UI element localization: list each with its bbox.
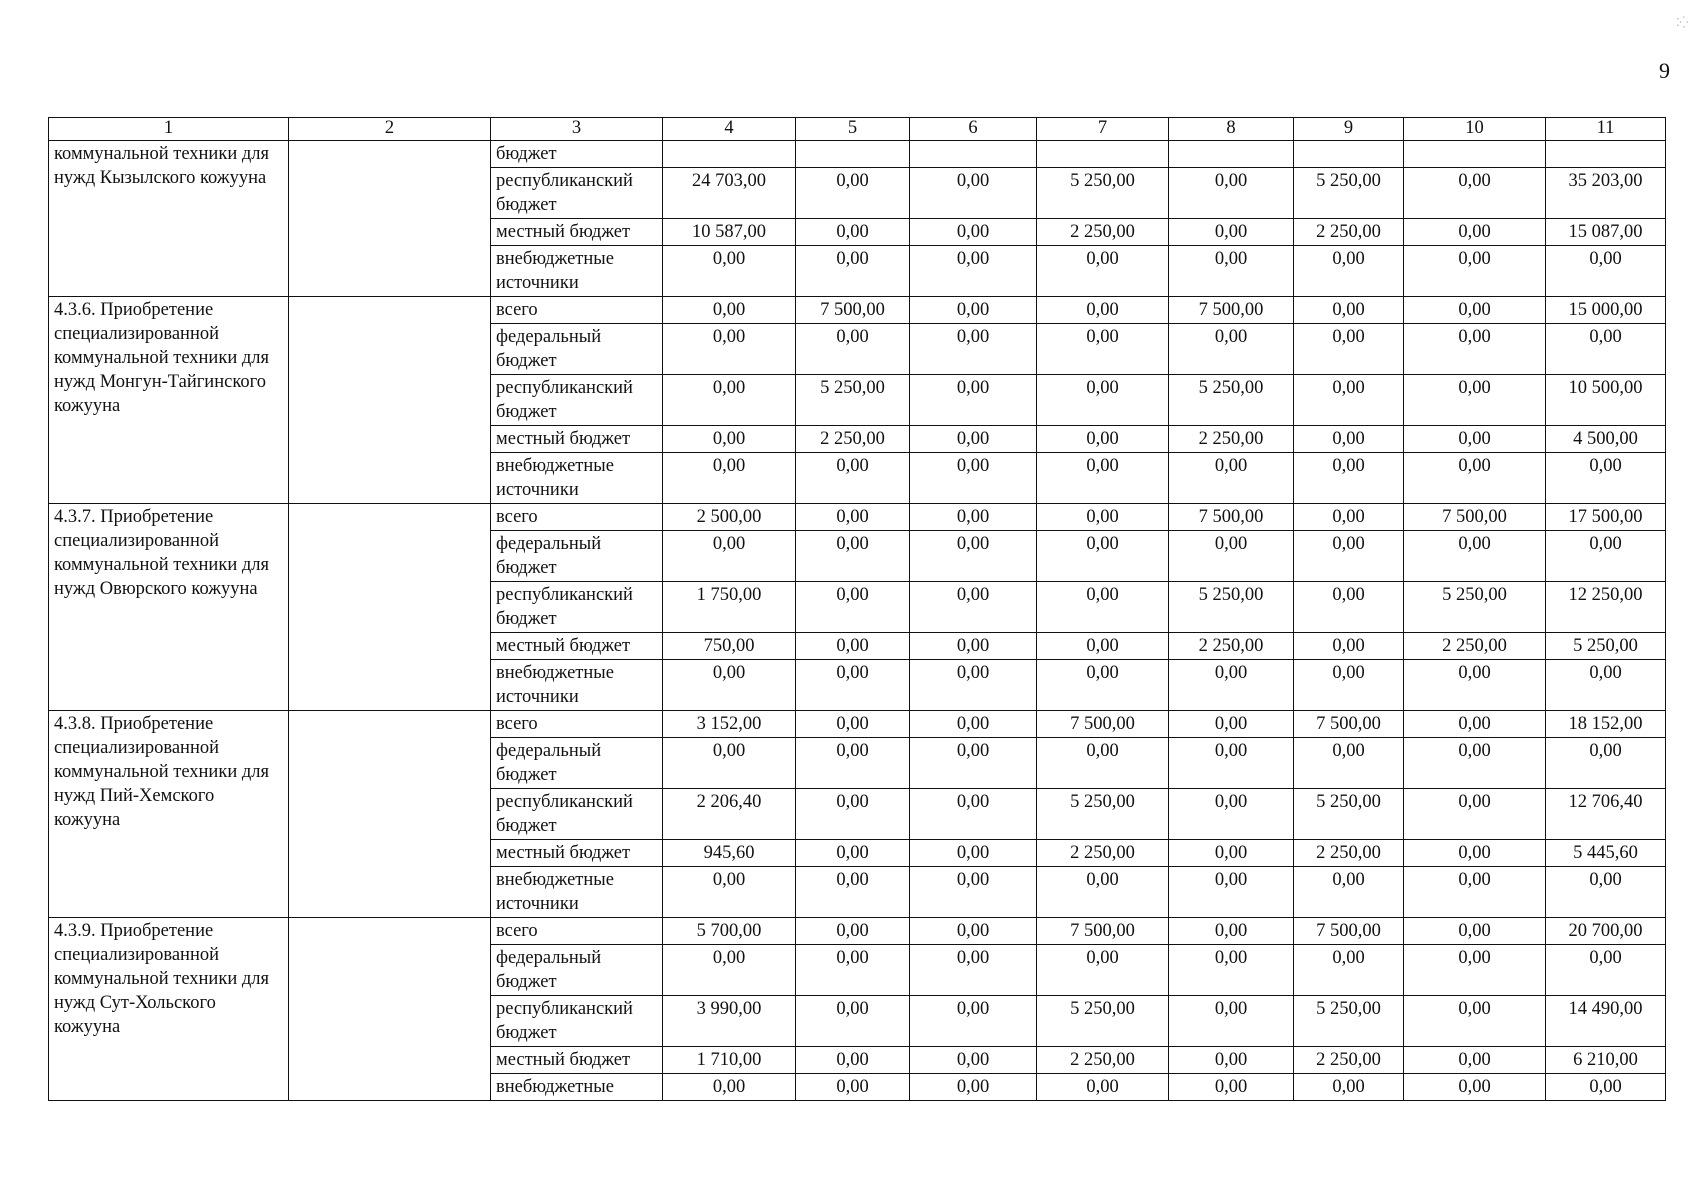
- column-number: 2: [289, 118, 491, 141]
- amount-cell: 0,00: [1037, 375, 1169, 426]
- amount-cell: 2 500,00: [663, 504, 796, 531]
- funding-source: внебюджетные источники: [491, 867, 663, 918]
- amount-cell: 0,00: [796, 789, 910, 840]
- funding-source: республиканский бюджет: [491, 789, 663, 840]
- amount-cell: 0,00: [910, 219, 1037, 246]
- amount-cell: 750,00: [663, 633, 796, 660]
- amount-cell: 0,00: [796, 246, 910, 297]
- amount-cell: 0,00: [1037, 660, 1169, 711]
- amount-cell: 0,00: [910, 426, 1037, 453]
- amount-cell: 0,00: [1037, 945, 1169, 996]
- amount-cell: 0,00: [910, 582, 1037, 633]
- amount-cell: 0,00: [796, 582, 910, 633]
- amount-cell: 0,00: [1169, 219, 1294, 246]
- amount-cell: 0,00: [796, 918, 910, 945]
- amount-cell: 7 500,00: [1037, 918, 1169, 945]
- amount-cell: 0,00: [1169, 738, 1294, 789]
- amount-cell: 0,00: [1294, 504, 1404, 531]
- amount-cell: 0,00: [1169, 660, 1294, 711]
- amount-cell: 0,00: [910, 789, 1037, 840]
- executor-cell: [289, 711, 491, 918]
- amount-cell: 2 206,40: [663, 789, 796, 840]
- funding-source: республиканский бюджет: [491, 375, 663, 426]
- amount-cell: 0,00: [1294, 531, 1404, 582]
- amount-cell: 0,00: [1546, 324, 1666, 375]
- amount-cell: 0,00: [1546, 660, 1666, 711]
- funding-source: республиканский бюджет: [491, 168, 663, 219]
- column-number: 9: [1294, 118, 1404, 141]
- amount-cell: 0,00: [1404, 219, 1546, 246]
- funding-source: внебюджетные источники: [491, 660, 663, 711]
- funding-source: всего: [491, 711, 663, 738]
- amount-cell: 0,00: [796, 738, 910, 789]
- column-number: 10: [1404, 118, 1546, 141]
- executor-cell: [289, 504, 491, 711]
- amount-cell: 0,00: [1037, 738, 1169, 789]
- amount-cell: 7 500,00: [1294, 918, 1404, 945]
- amount-cell: 10 500,00: [1546, 375, 1666, 426]
- amount-cell: 0,00: [910, 918, 1037, 945]
- amount-cell: 0,00: [1294, 453, 1404, 504]
- amount-cell: 0,00: [1294, 738, 1404, 789]
- program-item-name: 4.3.6. Приобретение специализированной коммунальной техники для нужд Монгун-Тайгинского кожууна: [49, 297, 289, 504]
- page-number: 9: [1659, 58, 1670, 83]
- amount-cell: 2 250,00: [1404, 633, 1546, 660]
- amount-cell: 14 490,00: [1546, 996, 1666, 1047]
- amount-cell: 2 250,00: [1037, 219, 1169, 246]
- amount-cell: 0,00: [1037, 246, 1169, 297]
- amount-cell: 0,00: [1404, 1047, 1546, 1074]
- amount-cell: 0,00: [1294, 297, 1404, 324]
- amount-cell: 0,00: [910, 168, 1037, 219]
- amount-cell: 0,00: [1169, 453, 1294, 504]
- amount-cell: 0,00: [1169, 918, 1294, 945]
- amount-cell: 5 250,00: [1169, 375, 1294, 426]
- amount-cell: 0,00: [1169, 711, 1294, 738]
- column-number: 11: [1546, 118, 1666, 141]
- program-item-name: коммунальной техники для нужд Кызылского кожууна: [49, 141, 289, 297]
- amount-cell: 0,00: [1546, 945, 1666, 996]
- amount-cell: 0,00: [1546, 1074, 1666, 1101]
- amount-cell: 2 250,00: [1294, 1047, 1404, 1074]
- amount-cell: 0,00: [796, 840, 910, 867]
- amount-cell: 5 445,60: [1546, 840, 1666, 867]
- amount-cell: 0,00: [1037, 1074, 1169, 1101]
- amount-cell: 5 250,00: [1294, 168, 1404, 219]
- amount-cell: 1 750,00: [663, 582, 796, 633]
- amount-cell: 0,00: [1546, 453, 1666, 504]
- table-row: [49, 504, 1666, 531]
- amount-cell: 3 990,00: [663, 996, 796, 1047]
- amount-cell: 20 700,00: [1546, 918, 1666, 945]
- amount-cell: [1294, 141, 1404, 168]
- amount-cell: 0,00: [1294, 1074, 1404, 1101]
- column-number: 1: [49, 118, 289, 141]
- amount-cell: 0,00: [910, 996, 1037, 1047]
- column-number: 7: [1037, 118, 1169, 141]
- table-row: [49, 918, 1666, 945]
- amount-cell: 0,00: [1294, 426, 1404, 453]
- executor-cell: [289, 297, 491, 504]
- amount-cell: 10 587,00: [663, 219, 796, 246]
- executor-cell: [289, 918, 491, 1101]
- amount-cell: 0,00: [1404, 945, 1546, 996]
- program-item-name: 4.3.8. Приобретение специализированной коммунальной техники для нужд Пий-Хемского кожууна: [49, 711, 289, 918]
- amount-cell: 0,00: [1294, 375, 1404, 426]
- amount-cell: 0,00: [796, 324, 910, 375]
- amount-cell: 0,00: [1546, 867, 1666, 918]
- amount-cell: [1169, 141, 1294, 168]
- amount-cell: 0,00: [1404, 840, 1546, 867]
- amount-cell: 0,00: [1037, 426, 1169, 453]
- amount-cell: 0,00: [910, 324, 1037, 375]
- amount-cell: 12 250,00: [1546, 582, 1666, 633]
- amount-cell: 0,00: [910, 840, 1037, 867]
- amount-cell: 0,00: [1037, 453, 1169, 504]
- amount-cell: 0,00: [663, 531, 796, 582]
- amount-cell: 0,00: [796, 945, 910, 996]
- amount-cell: 0,00: [1404, 660, 1546, 711]
- amount-cell: 5 250,00: [1294, 996, 1404, 1047]
- amount-cell: 2 250,00: [1169, 633, 1294, 660]
- table-row: [49, 711, 1666, 738]
- amount-cell: 0,00: [1169, 531, 1294, 582]
- amount-cell: 5 250,00: [1294, 789, 1404, 840]
- amount-cell: 0,00: [1169, 168, 1294, 219]
- amount-cell: 6 210,00: [1546, 1047, 1666, 1074]
- amount-cell: 0,00: [1037, 582, 1169, 633]
- amount-cell: 0,00: [1404, 711, 1546, 738]
- amount-cell: 5 250,00: [1037, 789, 1169, 840]
- amount-cell: 5 250,00: [796, 375, 910, 426]
- amount-cell: 15 000,00: [1546, 297, 1666, 324]
- amount-cell: 0,00: [1546, 531, 1666, 582]
- amount-cell: 0,00: [1294, 660, 1404, 711]
- amount-cell: 0,00: [910, 1047, 1037, 1074]
- amount-cell: 2 250,00: [796, 426, 910, 453]
- amount-cell: 0,00: [1037, 297, 1169, 324]
- amount-cell: 0,00: [796, 1074, 910, 1101]
- amount-cell: 0,00: [1546, 738, 1666, 789]
- amount-cell: 0,00: [663, 246, 796, 297]
- amount-cell: 0,00: [1169, 945, 1294, 996]
- amount-cell: 0,00: [910, 531, 1037, 582]
- amount-cell: 1 710,00: [663, 1047, 796, 1074]
- budget-table: [48, 117, 1666, 1101]
- amount-cell: 0,00: [663, 453, 796, 504]
- amount-cell: 2 250,00: [1294, 840, 1404, 867]
- column-number: 8: [1169, 118, 1294, 141]
- funding-source: внебюджетные источники: [491, 453, 663, 504]
- amount-cell: 0,00: [1169, 789, 1294, 840]
- amount-cell: 0,00: [1037, 867, 1169, 918]
- amount-cell: 0,00: [910, 633, 1037, 660]
- amount-cell: 0,00: [910, 375, 1037, 426]
- amount-cell: 0,00: [910, 1074, 1037, 1101]
- amount-cell: 0,00: [663, 738, 796, 789]
- amount-cell: 0,00: [910, 867, 1037, 918]
- funding-source: внебюджетные: [491, 1074, 663, 1101]
- amount-cell: 0,00: [796, 531, 910, 582]
- amount-cell: 0,00: [1037, 504, 1169, 531]
- amount-cell: 0,00: [796, 996, 910, 1047]
- amount-cell: 0,00: [1404, 918, 1546, 945]
- amount-cell: 0,00: [1404, 738, 1546, 789]
- amount-cell: 0,00: [796, 711, 910, 738]
- amount-cell: 24 703,00: [663, 168, 796, 219]
- amount-cell: 0,00: [1404, 246, 1546, 297]
- table-row: [49, 297, 1666, 324]
- column-number-row: [49, 118, 1666, 141]
- funding-source: местный бюджет: [491, 219, 663, 246]
- amount-cell: 5 250,00: [1037, 996, 1169, 1047]
- amount-cell: [1037, 141, 1169, 168]
- funding-source: всего: [491, 918, 663, 945]
- amount-cell: 2 250,00: [1294, 219, 1404, 246]
- amount-cell: 0,00: [1404, 531, 1546, 582]
- amount-cell: 0,00: [663, 375, 796, 426]
- amount-cell: 0,00: [910, 738, 1037, 789]
- amount-cell: 0,00: [1294, 324, 1404, 375]
- amount-cell: 0,00: [1169, 996, 1294, 1047]
- amount-cell: 15 087,00: [1546, 219, 1666, 246]
- amount-cell: 0,00: [796, 660, 910, 711]
- amount-cell: 945,60: [663, 840, 796, 867]
- amount-cell: 3 152,00: [663, 711, 796, 738]
- amount-cell: 0,00: [796, 504, 910, 531]
- amount-cell: 17 500,00: [1546, 504, 1666, 531]
- table-body: [49, 141, 1666, 1101]
- amount-cell: 0,00: [796, 453, 910, 504]
- amount-cell: 0,00: [910, 945, 1037, 996]
- amount-cell: 0,00: [1037, 633, 1169, 660]
- program-item-name: 4.3.7. Приобретение специализированной коммунальной техники для нужд Овюрского кожууна: [49, 504, 289, 711]
- column-number: 3: [491, 118, 663, 141]
- amount-cell: 7 500,00: [1169, 504, 1294, 531]
- amount-cell: 0,00: [1404, 168, 1546, 219]
- amount-cell: 0,00: [1294, 246, 1404, 297]
- amount-cell: 5 250,00: [1169, 582, 1294, 633]
- amount-cell: 0,00: [796, 1047, 910, 1074]
- amount-cell: 7 500,00: [1294, 711, 1404, 738]
- amount-cell: 7 500,00: [796, 297, 910, 324]
- amount-cell: 0,00: [1404, 324, 1546, 375]
- program-item-name: 4.3.9. Приобретение специализированной коммунальной техники для нужд Сут-Хольского кожууна: [49, 918, 289, 1101]
- executor-cell: [289, 141, 491, 297]
- funding-source: всего: [491, 297, 663, 324]
- amount-cell: 12 706,40: [1546, 789, 1666, 840]
- amount-cell: [663, 141, 796, 168]
- amount-cell: 7 500,00: [1037, 711, 1169, 738]
- column-number: 6: [910, 118, 1037, 141]
- funding-source: федеральный бюджет: [491, 945, 663, 996]
- funding-source: местный бюджет: [491, 426, 663, 453]
- amount-cell: 0,00: [910, 453, 1037, 504]
- funding-source: местный бюджет: [491, 1047, 663, 1074]
- amount-cell: 0,00: [1294, 582, 1404, 633]
- amount-cell: 0,00: [1169, 324, 1294, 375]
- amount-cell: 0,00: [663, 867, 796, 918]
- amount-cell: 0,00: [910, 504, 1037, 531]
- amount-cell: 0,00: [910, 246, 1037, 297]
- amount-cell: 7 500,00: [1169, 297, 1294, 324]
- amount-cell: 0,00: [663, 297, 796, 324]
- amount-cell: 0,00: [663, 660, 796, 711]
- amount-cell: 0,00: [1546, 246, 1666, 297]
- amount-cell: 0,00: [910, 297, 1037, 324]
- amount-cell: 2 250,00: [1037, 840, 1169, 867]
- amount-cell: 0,00: [1404, 789, 1546, 840]
- amount-cell: 0,00: [1037, 531, 1169, 582]
- amount-cell: 0,00: [1294, 867, 1404, 918]
- funding-source: республиканский бюджет: [491, 996, 663, 1047]
- amount-cell: 0,00: [663, 324, 796, 375]
- amount-cell: 0,00: [1404, 996, 1546, 1047]
- funding-source: федеральный бюджет: [491, 324, 663, 375]
- amount-cell: [1404, 141, 1546, 168]
- amount-cell: 5 250,00: [1037, 168, 1169, 219]
- amount-cell: 4 500,00: [1546, 426, 1666, 453]
- amount-cell: 0,00: [1169, 840, 1294, 867]
- funding-source: местный бюджет: [491, 633, 663, 660]
- amount-cell: 0,00: [1169, 246, 1294, 297]
- funding-source: внебюджетные источники: [491, 246, 663, 297]
- amount-cell: 0,00: [1169, 867, 1294, 918]
- funding-source: бюджет: [491, 141, 663, 168]
- amount-cell: 0,00: [1169, 1074, 1294, 1101]
- amount-cell: 0,00: [1404, 426, 1546, 453]
- amount-cell: 2 250,00: [1169, 426, 1294, 453]
- amount-cell: 0,00: [796, 633, 910, 660]
- amount-cell: 0,00: [1404, 453, 1546, 504]
- amount-cell: 0,00: [796, 867, 910, 918]
- funding-source: республиканский бюджет: [491, 582, 663, 633]
- amount-cell: 18 152,00: [1546, 711, 1666, 738]
- amount-cell: [910, 141, 1037, 168]
- amount-cell: [796, 141, 910, 168]
- amount-cell: 0,00: [1294, 945, 1404, 996]
- table-row: [49, 141, 1666, 168]
- amount-cell: 0,00: [663, 426, 796, 453]
- amount-cell: 0,00: [910, 711, 1037, 738]
- amount-cell: 5 250,00: [1546, 633, 1666, 660]
- amount-cell: 0,00: [910, 660, 1037, 711]
- funding-source: федеральный бюджет: [491, 738, 663, 789]
- amount-cell: 0,00: [663, 945, 796, 996]
- funding-source: местный бюджет: [491, 840, 663, 867]
- amount-cell: 7 500,00: [1404, 504, 1546, 531]
- funding-source: федеральный бюджет: [491, 531, 663, 582]
- amount-cell: 0,00: [1294, 633, 1404, 660]
- amount-cell: 5 250,00: [1404, 582, 1546, 633]
- column-number: 4: [663, 118, 796, 141]
- amount-cell: 0,00: [796, 168, 910, 219]
- amount-cell: 0,00: [796, 219, 910, 246]
- amount-cell: 0,00: [1404, 1074, 1546, 1101]
- amount-cell: 0,00: [663, 1074, 796, 1101]
- funding-source: всего: [491, 504, 663, 531]
- scan-artifact: ⁚⁛: [1676, 17, 1689, 29]
- amount-cell: 0,00: [1404, 867, 1546, 918]
- amount-cell: 0,00: [1037, 324, 1169, 375]
- amount-cell: 0,00: [1169, 1047, 1294, 1074]
- amount-cell: 35 203,00: [1546, 168, 1666, 219]
- amount-cell: [1546, 141, 1666, 168]
- column-number: 5: [796, 118, 910, 141]
- amount-cell: 2 250,00: [1037, 1047, 1169, 1074]
- amount-cell: 0,00: [1404, 375, 1546, 426]
- amount-cell: 5 700,00: [663, 918, 796, 945]
- amount-cell: 0,00: [1404, 297, 1546, 324]
